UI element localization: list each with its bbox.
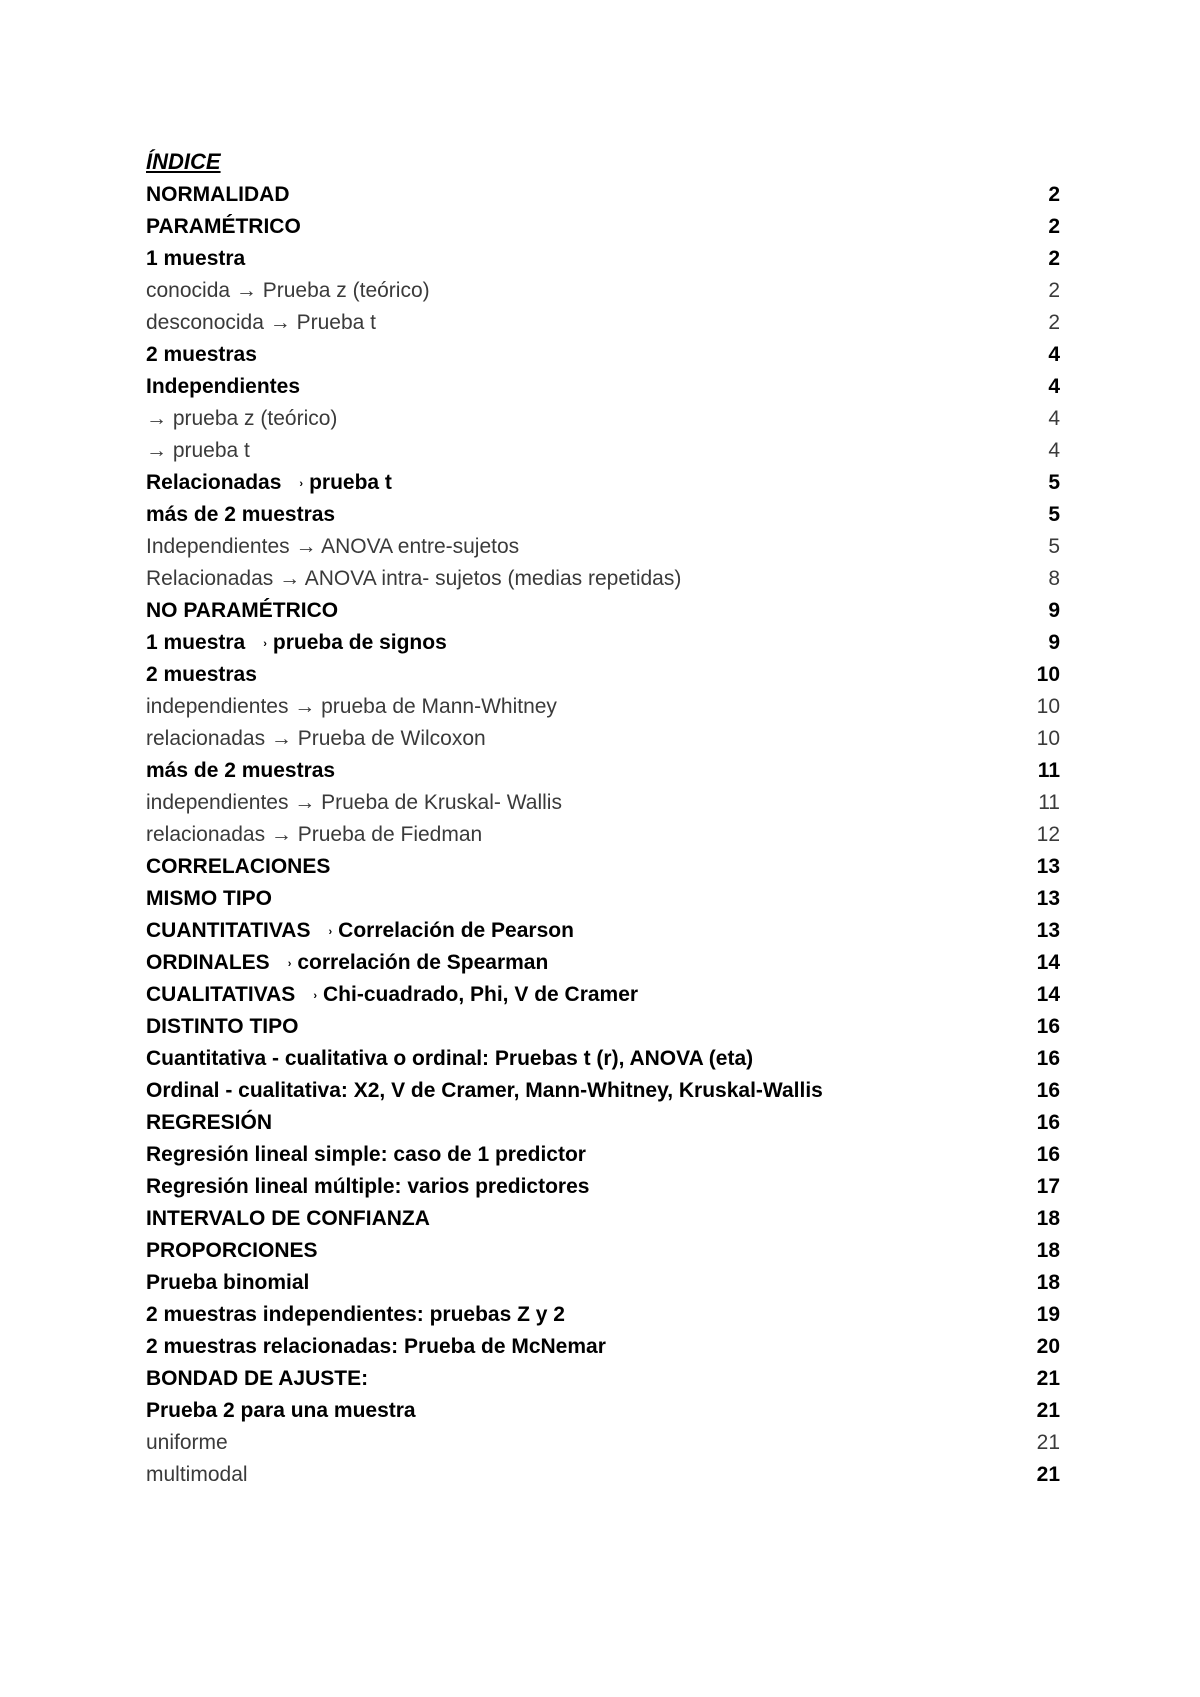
toc-entry-label	[146, 979, 638, 1014]
toc-entry[interactable]	[146, 211, 1060, 243]
toc-entry[interactable]	[146, 915, 1060, 947]
toc-entry-label	[146, 627, 447, 662]
toc-entry-label	[146, 819, 482, 851]
toc-entry-page-number: 5	[1048, 535, 1060, 558]
toc-entry[interactable]	[146, 403, 1060, 435]
toc-entry-page-number: 9	[1048, 631, 1060, 654]
arrow-icon: ›	[313, 990, 317, 1002]
toc-entry[interactable]	[146, 1427, 1060, 1459]
toc-entry[interactable]	[146, 275, 1060, 307]
toc-entry[interactable]	[146, 1331, 1060, 1363]
toc-entry-label	[146, 403, 337, 435]
toc-entry-text: Independientes	[146, 375, 301, 398]
toc-entry-page-number: 10	[1036, 695, 1060, 718]
toc-entry-label	[146, 947, 548, 982]
toc-entry-text: DISTINTO TIPO	[146, 1015, 299, 1038]
toc-entry[interactable]	[146, 243, 1060, 275]
toc-entry[interactable]	[146, 851, 1060, 883]
toc-entry-label	[146, 1427, 228, 1459]
toc-entry-page-number: 2	[1048, 311, 1060, 334]
toc-entry-text: ORDINALES	[146, 951, 270, 974]
toc-entry-label	[146, 659, 257, 691]
toc-entry[interactable]	[146, 435, 1060, 467]
toc-entry-text: conocida → Prueba z (teórico)	[146, 279, 430, 302]
toc-entry-label	[146, 435, 250, 467]
toc-entry-text: Relacionadas	[146, 471, 282, 494]
toc-entry-text: 2 muestras	[146, 343, 257, 366]
toc-entry-page-number: 4	[1048, 375, 1060, 398]
toc-entry[interactable]	[146, 1267, 1060, 1299]
toc-entry-text: MISMO TIPO	[146, 887, 272, 910]
toc-entry-label	[146, 1331, 606, 1363]
toc-entry[interactable]	[146, 787, 1060, 819]
toc-entry-page-number: 21	[1036, 1463, 1060, 1486]
toc-entry-label	[146, 1139, 586, 1171]
toc-entry[interactable]	[146, 595, 1060, 627]
toc-entry-label	[146, 851, 330, 883]
toc-entry-label	[146, 755, 335, 787]
toc-entry-text: PARAMÉTRICO	[146, 215, 301, 238]
toc-entry[interactable]	[146, 627, 1060, 659]
toc-entry-label	[146, 1203, 430, 1235]
toc-entry-text: Prueba 2 para una muestra	[146, 1399, 416, 1422]
toc-entry-page-number: 17	[1036, 1175, 1060, 1198]
toc-entry-label	[146, 211, 301, 243]
toc-entry[interactable]	[146, 819, 1060, 851]
toc-entry-page-number: 2	[1048, 183, 1060, 206]
toc-entry[interactable]	[146, 1299, 1060, 1331]
toc-entry-label	[146, 499, 335, 531]
toc-entry-page-number: 16	[1036, 1111, 1060, 1134]
toc-entry[interactable]	[146, 659, 1060, 691]
toc-entry[interactable]	[146, 499, 1060, 531]
toc-entry-text: → prueba t	[146, 439, 250, 462]
toc-entry-label	[146, 1235, 318, 1267]
toc-entry-page-number: 14	[1036, 951, 1060, 974]
toc-entry-page-number: 5	[1048, 503, 1060, 526]
toc-entry-page-number: 19	[1036, 1303, 1060, 1326]
toc-entry-text: 1 muestra	[146, 247, 246, 270]
toc-entry-subtitle: Correlación de Pearson	[338, 919, 574, 942]
toc-entry-label	[146, 1363, 368, 1395]
toc-entry-page-number: 12	[1036, 823, 1060, 846]
toc-entry-text: Regresión lineal simple: caso de 1 predictor	[146, 1143, 586, 1166]
arrow-icon: ›	[328, 926, 333, 938]
toc-entry-label	[146, 467, 392, 502]
toc-entry-page-number: 11	[1037, 759, 1060, 782]
toc-entry-label	[146, 275, 430, 307]
toc-entry-label	[146, 307, 376, 339]
toc-entry-label	[146, 563, 681, 595]
toc-entry-page-number: 20	[1036, 1335, 1060, 1358]
toc-entry-text: → prueba z (teórico)	[146, 407, 338, 430]
toc-entry[interactable]	[146, 755, 1060, 787]
toc-entry-label	[146, 1299, 565, 1331]
toc-entry-page-number: 2	[1048, 279, 1060, 302]
toc-entry[interactable]	[146, 1363, 1060, 1395]
toc-entry-text: Relacionadas → ANOVA intra- sujetos (medias repetidas)	[146, 567, 682, 590]
toc-entry-page-number: 9	[1048, 599, 1060, 622]
toc-list	[146, 179, 1060, 1491]
toc-entry-label	[146, 1107, 272, 1139]
toc-entry[interactable]	[146, 883, 1060, 915]
toc-entry-text: más de 2 muestras	[146, 503, 336, 526]
toc-entry-text: 2 muestras relacionadas: Prueba de McNemar	[146, 1335, 606, 1358]
toc-entry[interactable]	[146, 1043, 1060, 1075]
toc-entry-page-number: 2	[1048, 247, 1060, 270]
toc-entry-page-number: 4	[1048, 407, 1060, 430]
toc-entry[interactable]	[146, 467, 1060, 499]
toc-entry-text: CUALITATIVAS	[146, 983, 296, 1006]
toc-entry-label	[146, 1459, 248, 1491]
toc-entry[interactable]	[146, 179, 1060, 211]
toc-title: ÍNDICE	[146, 149, 221, 174]
toc-entry-text: CUANTITATIVAS	[146, 919, 311, 942]
toc-entry-label	[146, 1011, 298, 1043]
toc-entry-text: NORMALIDAD	[146, 183, 290, 206]
toc-entry[interactable]	[146, 947, 1060, 979]
toc-entry-text: más de 2 muestras	[146, 759, 336, 782]
toc-entry-label	[146, 339, 257, 371]
toc-entry-text: BONDAD DE AJUSTE:	[146, 1367, 369, 1390]
table-of-contents	[146, 145, 1060, 1491]
toc-entry-text: multimodal	[146, 1463, 248, 1486]
toc-entry-text: independientes → Prueba de Kruskal- Wallis	[146, 791, 562, 814]
toc-entry-text: 2 muestras	[146, 663, 257, 686]
toc-entry-label	[146, 1075, 823, 1107]
toc-entry[interactable]	[146, 1139, 1060, 1171]
toc-entry-page-number: 18	[1036, 1207, 1060, 1230]
toc-entry[interactable]	[146, 1203, 1060, 1235]
toc-entry-page-number: 2	[1048, 215, 1060, 238]
toc-entry[interactable]	[146, 691, 1060, 723]
toc-entry[interactable]	[146, 1459, 1060, 1491]
toc-entry[interactable]	[146, 371, 1060, 403]
toc-entry-text: NO PARAMÉTRICO	[146, 599, 339, 622]
toc-entry-page-number: 13	[1036, 887, 1060, 910]
toc-entry-text: 1 muestra	[146, 631, 246, 654]
toc-entry[interactable]	[146, 563, 1060, 595]
toc-entry-page-number: 10	[1036, 727, 1060, 750]
toc-entry-text: Independientes → ANOVA entre-sujetos	[146, 535, 520, 558]
toc-entry-page-number: 21	[1036, 1399, 1060, 1422]
toc-entry-text: Prueba binomial	[146, 1271, 310, 1294]
toc-entry-page-number: 21	[1036, 1431, 1060, 1454]
toc-entry-page-number: 11	[1038, 791, 1060, 814]
toc-entry-label	[146, 883, 272, 915]
toc-entry-page-number: 8	[1048, 567, 1060, 590]
arrow-icon: ›	[299, 478, 304, 490]
toc-entry-text: PROPORCIONES	[146, 1239, 318, 1262]
toc-entry-page-number: 18	[1036, 1271, 1060, 1294]
toc-entry-label	[146, 1267, 309, 1299]
toc-entry[interactable]	[146, 531, 1060, 563]
toc-entry-label	[146, 691, 557, 723]
toc-entry-subtitle: prueba de signos	[272, 631, 447, 654]
toc-entry-text: relacionadas → Prueba de Wilcoxon	[146, 727, 486, 750]
toc-entry-page-number: 16	[1036, 1015, 1060, 1038]
toc-entry-label	[146, 787, 562, 819]
toc-entry-page-number: 4	[1048, 439, 1060, 462]
toc-entry-page-number: 13	[1036, 919, 1060, 942]
toc-entry-label	[146, 179, 289, 211]
toc-entry-text: INTERVALO DE CONFIANZA	[146, 1207, 430, 1230]
toc-entry[interactable]	[146, 723, 1060, 755]
toc-entry[interactable]	[146, 1171, 1060, 1203]
toc-entry[interactable]	[146, 979, 1060, 1011]
toc-entry-text: CORRELACIONES	[146, 855, 331, 878]
toc-entry-label	[146, 243, 245, 275]
toc-entry[interactable]	[146, 1107, 1060, 1139]
toc-entry[interactable]	[146, 1235, 1060, 1267]
toc-entry-page-number: 5	[1048, 471, 1060, 494]
toc-entry-subtitle: prueba t	[309, 471, 392, 494]
toc-entry-text: 2 muestras independientes: pruebas Z y 2	[146, 1303, 565, 1326]
toc-entry-label	[146, 1171, 589, 1203]
arrow-icon: ›	[287, 958, 292, 970]
toc-entry-page-number: 16	[1036, 1143, 1060, 1166]
toc-entry-label	[146, 723, 486, 755]
toc-entry-label	[146, 531, 519, 563]
toc-entry[interactable]	[146, 1075, 1060, 1107]
toc-entry-text: Cuantitativa - cualitativa o ordinal: Pruebas t (r), ANOVA (eta)	[146, 1047, 754, 1070]
toc-entry-text: relacionadas → Prueba de Fiedman	[146, 823, 483, 846]
toc-entry-label	[146, 371, 300, 403]
toc-entry-page-number: 18	[1036, 1239, 1060, 1262]
toc-entry[interactable]	[146, 1011, 1060, 1043]
toc-entry-page-number: 14	[1036, 983, 1060, 1006]
toc-entry-page-number: 13	[1036, 855, 1060, 878]
toc-entry-label	[146, 595, 338, 627]
toc-entry-label	[146, 1395, 416, 1427]
toc-entry[interactable]	[146, 307, 1060, 339]
toc-entry-text: Regresión lineal múltiple: varios predictores	[146, 1175, 590, 1198]
toc-entry-subtitle: Chi-cuadrado, Phi, V de Cramer	[323, 983, 639, 1006]
toc-entry-label	[146, 1043, 753, 1075]
toc-entry-subtitle: correlación de Spearman	[297, 951, 549, 974]
arrow-icon: ›	[263, 638, 267, 650]
toc-entry-page-number: 4	[1048, 343, 1060, 366]
toc-entry[interactable]	[146, 339, 1060, 371]
toc-entry-label	[146, 915, 574, 950]
toc-entry-text: uniforme	[146, 1431, 228, 1454]
toc-entry-page-number: 21	[1036, 1367, 1060, 1390]
toc-entry-text: Ordinal - cualitativa: X2, V de Cramer, Mann-Whitney, Kruskal-Wallis	[146, 1079, 823, 1102]
toc-entry-text: independientes → prueba de Mann-Whitney	[146, 695, 557, 718]
toc-entry-text: desconocida → Prueba t	[146, 311, 376, 334]
toc-entry-page-number: 16	[1036, 1079, 1060, 1102]
toc-entry[interactable]	[146, 1395, 1060, 1427]
toc-entry-page-number: 16	[1036, 1047, 1060, 1070]
toc-entry-text: REGRESIÓN	[146, 1111, 273, 1134]
toc-entry-page-number: 10	[1036, 663, 1060, 686]
